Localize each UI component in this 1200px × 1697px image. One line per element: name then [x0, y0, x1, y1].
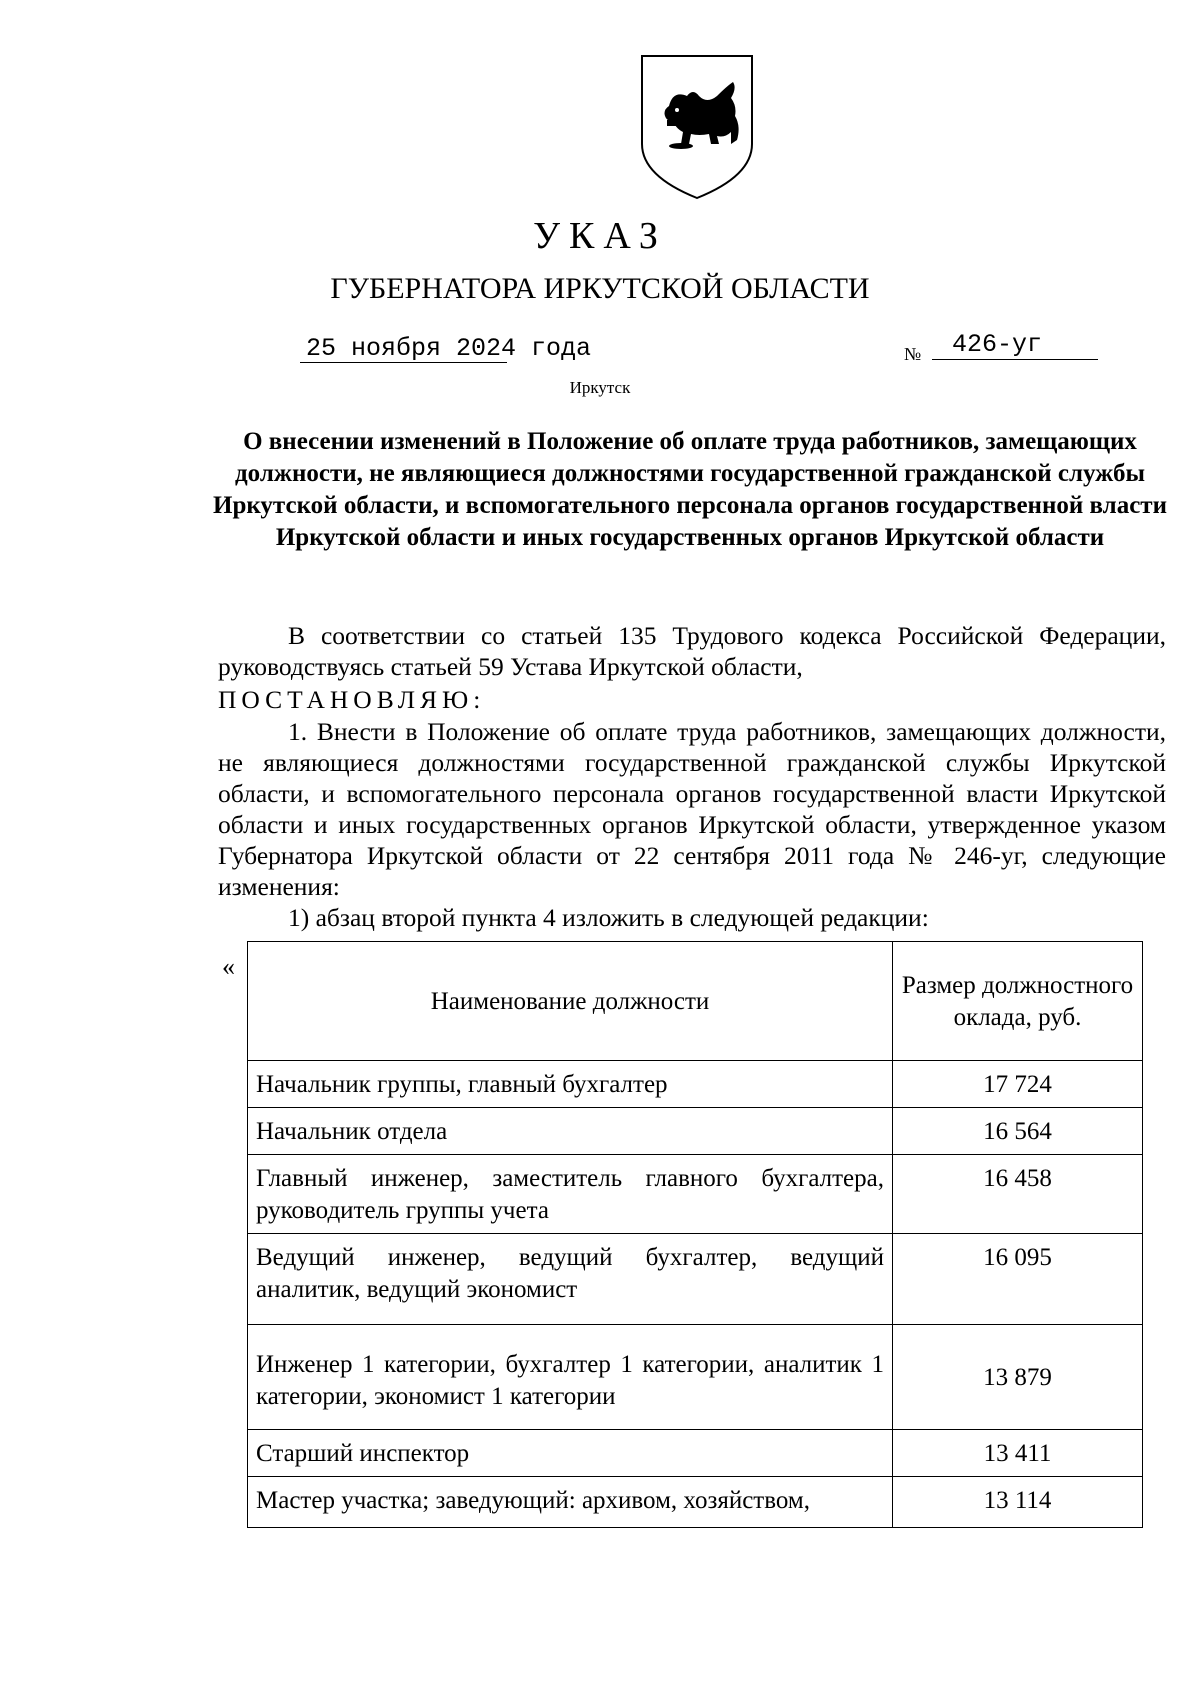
preamble-paragraph: В соответствии со статьей 135 Трудового кодекса Российской Федерации, руководствуясь статьей 59 Устава Иркутской области, [218, 621, 1166, 681]
table-row [248, 1155, 1143, 1234]
table-header-row [248, 942, 1143, 1061]
authority-title: ГУБЕРНАТОРА ИРКУТСКОЙ ОБЛАСТИ [330, 272, 870, 305]
decree-number: 426-уг [952, 330, 1043, 359]
table-row [248, 1325, 1143, 1430]
decree-date: 25 ноября 2024 года [306, 334, 592, 363]
salary-cell: 16 095 [893, 1234, 1143, 1325]
salary-column-header: Размер должностного оклада, руб. [893, 942, 1143, 1061]
resolve-word: ПОСТАНОВЛЯЮ: [218, 685, 486, 714]
item-1-paragraph: 1. Внести в Положение об оплате труда работников, замещающих должности, не являющиеся должностями государственной гражданской службы Иркутской области, и вспомогательного персонала органов государственной власти Иркутской области и иных государственных органов Иркутской области, утвержденное указом Губернатора Иркутской области от 22 сентября 2011 года № 246-уг, следующие изменения: [218, 717, 1166, 901]
salary-cell: 13 879 [893, 1325, 1143, 1430]
opening-quote: « [222, 952, 235, 981]
number-underline [932, 359, 1098, 360]
table-row [248, 1477, 1143, 1528]
salary-cell: 13 411 [893, 1430, 1143, 1477]
salary-cell: 17 724 [893, 1061, 1143, 1108]
coat-of-arms-icon [637, 52, 757, 202]
position-cell: Инженер 1 категории, бухгалтер 1 категории, аналитик 1 категории, экономист 1 категории [248, 1325, 893, 1430]
table-row [248, 1108, 1143, 1155]
position-cell: Начальник отдела [248, 1108, 893, 1155]
salary-table [247, 941, 1143, 1528]
city: Иркутск [569, 378, 631, 397]
position-column-header: Наименование должности [248, 942, 893, 1061]
salary-cell: 16 564 [893, 1108, 1143, 1155]
position-cell: Старший инспектор [248, 1430, 893, 1477]
date-underline [300, 362, 507, 363]
position-cell: Начальник группы, главный бухгалтер [248, 1061, 893, 1108]
position-cell: Ведущий инженер, ведущий бухгалтер, ведущий аналитик, ведущий экономист [248, 1234, 893, 1325]
table-row [248, 1061, 1143, 1108]
number-sign: № [904, 344, 922, 364]
table-row [248, 1430, 1143, 1477]
table-row [248, 1234, 1143, 1325]
salary-cell: 13 114 [893, 1477, 1143, 1528]
decree-heading: О внесении изменений в Положение об оплате труда работников, замещающих должности, не являющиеся должностями государственной гражданской службы Иркутской области, и вспомогательного персонала органов государственной власти Иркутской области и иных государственных органов Иркутской области [213, 428, 1167, 551]
position-cell: Главный инженер, заместитель главного бухгалтера, руководитель группы учета [248, 1155, 893, 1234]
salary-cell: 16 458 [893, 1155, 1143, 1234]
decree-title: УКАЗ [533, 215, 667, 257]
position-cell: Мастер участка; заведующий: архивом, хозяйством, [248, 1477, 893, 1528]
subitem-1-paragraph: 1) абзац второй пункта 4 изложить в следующей редакции: [288, 903, 929, 932]
